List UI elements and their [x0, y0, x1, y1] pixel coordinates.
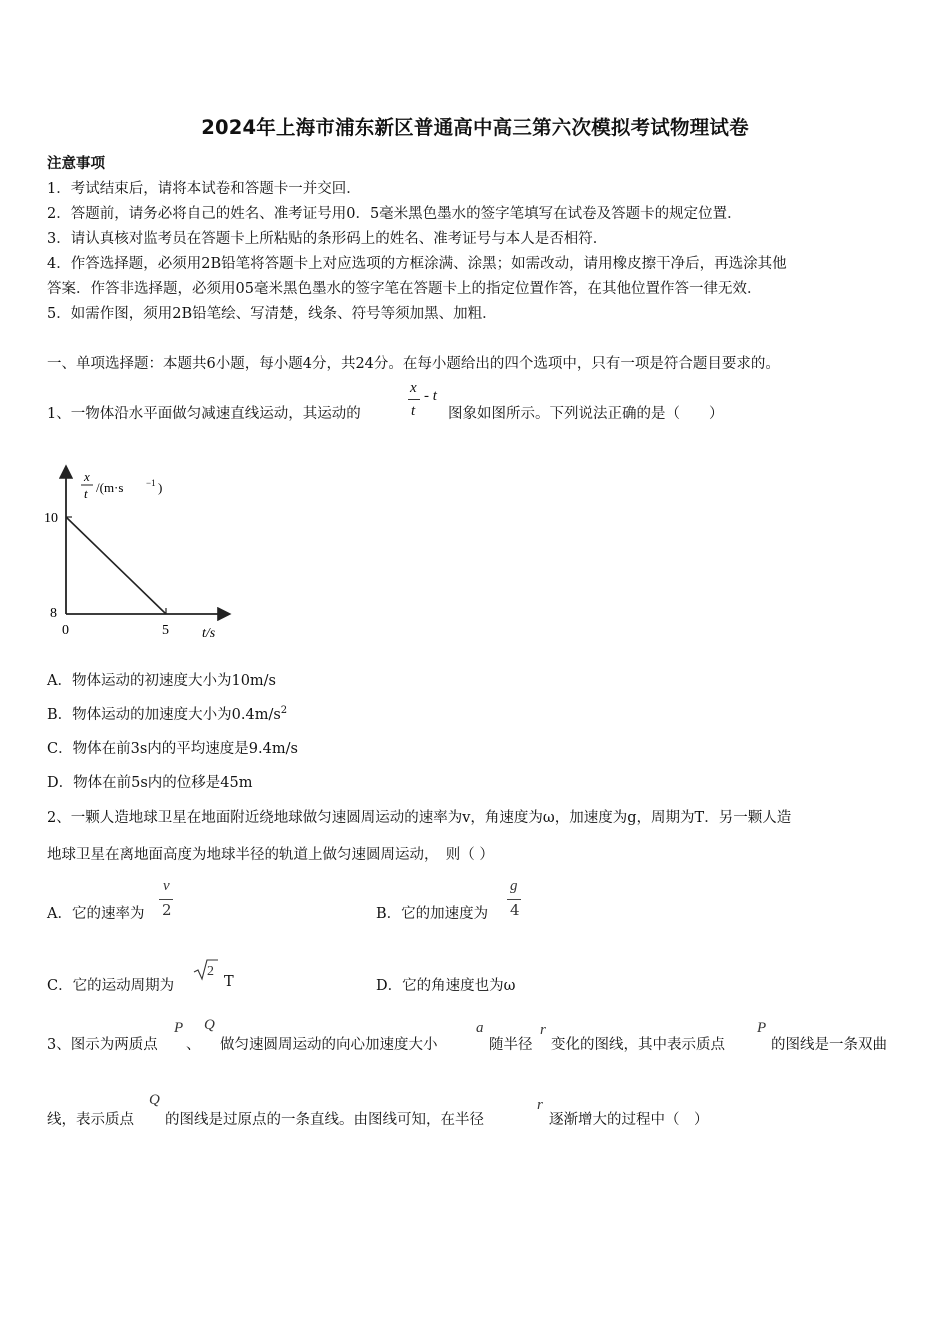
q3-line2-a: 线，表示质点: [47, 1112, 134, 1128]
page-title: 2024年上海市浦东新区普通高中高三第六次模拟考试物理试卷: [201, 116, 749, 139]
notice-item: 3．请认真核对监考员在答题卡上所粘贴的条形码上的姓名、准考证号与本人是否相符．: [47, 231, 608, 247]
y-label-num: x: [84, 469, 90, 484]
q2-option-c: [47, 974, 174, 995]
q1-frac-num: x: [410, 380, 417, 396]
q2-optC-root: 2: [207, 964, 214, 979]
y-label-den: t: [84, 486, 88, 501]
q2-optB-bar: [507, 899, 521, 900]
q3-part2: 做匀速圆周运动的向心加速度大小: [220, 1037, 438, 1053]
notice-item: 4．作答选择题，必须用2B铅笔将答题卡上对应选项的方框涂满、涂黑；如需改动，请用橡皮擦干净后，再选涂其他: [47, 256, 787, 272]
q2-option-b: B．它的加速度为: [376, 906, 489, 922]
q1-option-b: [47, 703, 287, 724]
q3-P2: P: [757, 1020, 767, 1036]
q2-optA-den: 2: [162, 901, 172, 919]
y-tick-10: 10: [44, 511, 58, 526]
notice-item: 5．如需作图，须用2B铅笔绘、写清楚，线条、符号等须加黑、加粗．: [47, 306, 497, 322]
section-heading: 一、单项选择题：本题共6小题，每小题4分，共24分。在每小题给出的四个选项中，只有一项是符合题目要求的。: [47, 356, 780, 372]
q1-stem-b: 图象如图所示。下列说法正确的是（ ）: [448, 406, 724, 422]
q2-optC-text: C．它的运动周期为: [47, 978, 175, 994]
q3-r: r: [540, 1022, 546, 1038]
q1-option-c: C．物体在前3s内的平均速度是9.4m/s: [47, 741, 298, 757]
q3-part5: 的图线是一条双曲: [771, 1037, 887, 1053]
q3-line2-b: 的图线是过原点的一条直线。由图线可知，在半径: [165, 1112, 484, 1128]
q1-stem-a: 1、一物体沿水平面做匀减速直线运动，其运动的: [47, 406, 361, 422]
q1-option-a: A．物体运动的初速度大小为10m/s: [47, 673, 276, 689]
q1-option-b-sup: 2: [280, 705, 288, 717]
q2-option-d: D．它的角速度也为ω: [376, 978, 516, 994]
q2-optA-bar: [159, 899, 173, 900]
q2-optB-num: g: [510, 878, 518, 894]
notice-item: 2．答题前，请务必将自己的姓名、准考证号用0．5毫米黑色墨水的签字笔填写在试卷及答题卡的规定位置．: [47, 206, 742, 222]
q1-graph: [40, 462, 240, 652]
y-label-exp: −1: [146, 478, 156, 488]
q1-dash-t: - t: [424, 388, 437, 404]
q3-P: P: [174, 1020, 184, 1036]
x-tick-5: 5: [162, 623, 169, 638]
x-label: t/s: [202, 626, 216, 641]
q3-sep: 、: [186, 1037, 201, 1053]
q1-frac-bar: [408, 399, 420, 400]
y-label-close: ): [158, 480, 163, 495]
y-label-unit: /(m·s: [96, 480, 124, 495]
data-line: [66, 517, 166, 614]
q2-stem-line2: 地球卫星在离地面高度为地球半径的轨道上做匀速圆周运动， 则（ ）: [47, 847, 494, 863]
notice-item: 1．考试结束后，请将本试卷和答题卡一并交回．: [47, 181, 361, 197]
q1-frac-den: t: [411, 403, 416, 419]
q3-a: a: [476, 1020, 484, 1036]
q2-option-a: A．它的速率为: [47, 906, 145, 922]
q3-part1: 3、图示为两质点: [47, 1037, 158, 1053]
q2-optB-den: 4: [510, 901, 520, 919]
notice-item: 答案．作答非选择题，必须用05毫米黑色墨水的签字笔在答题卡上的指定位置作答，在其他位置作答一律无效．: [47, 281, 762, 297]
q2-optA-num: v: [163, 878, 170, 894]
q3-r2: r: [537, 1097, 543, 1113]
x-tick-0: 0: [62, 623, 69, 638]
q1-option-b-text: B．物体运动的加速度大小为0.4m/s: [47, 707, 281, 723]
q2-optC-unit: T: [224, 974, 234, 990]
q3-Q2: Q: [149, 1092, 160, 1108]
q3-part4: 变化的图线，其中表示质点: [551, 1037, 725, 1053]
q2-stem-line1: 2、一颗人造地球卫星在地面附近绕地球做匀速圆周运动的速率为v，角速度为ω，加速度为g，周期为T．另一颗人造: [47, 810, 792, 826]
notice-heading: 注意事项: [47, 155, 105, 172]
sqrt-symbol: [193, 958, 219, 982]
q1-option-d: D．物体在前5s内的位移是45m: [47, 775, 253, 791]
y-tick-8: 8: [50, 606, 57, 621]
q3-Q: Q: [204, 1017, 215, 1033]
q3-line2-c: 逐渐增大的过程中（ ）: [549, 1112, 709, 1128]
q3-part3: 随半径: [489, 1037, 533, 1053]
